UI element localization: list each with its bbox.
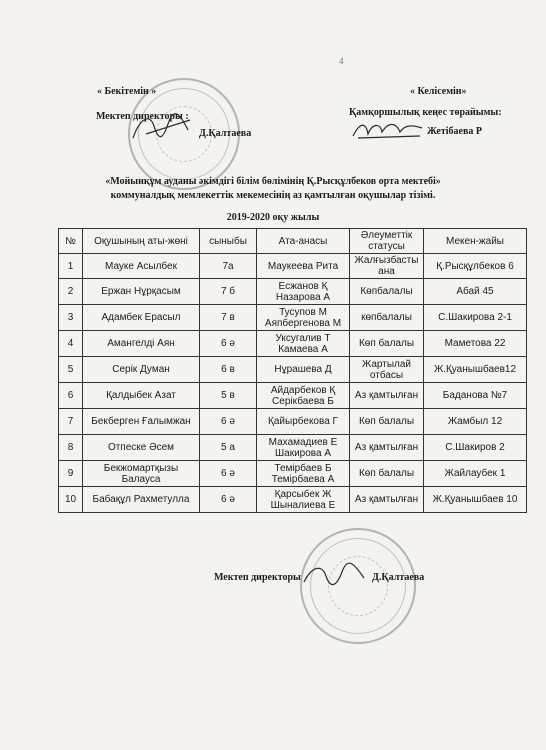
- cell-parents: Қарсыбек Ж Шыналиева Е: [257, 487, 350, 513]
- col-header-parents: Ата-анасы: [257, 229, 350, 254]
- cell-parents: Есжанов Қ Назарова А: [257, 279, 350, 305]
- cell-status: Көп балалы: [350, 409, 424, 435]
- cell-address: Жамбыл 12: [424, 409, 527, 435]
- cell-number: 6: [59, 383, 83, 409]
- cell-name: Қалдыбек Азат: [83, 383, 200, 409]
- director-title-top: Мектеп директоры :: [96, 111, 189, 122]
- cell-number: 2: [59, 279, 83, 305]
- cell-parents: Тусупов М Аяпбергенова М: [257, 305, 350, 331]
- cell-parents: Нұрашева Д: [257, 357, 350, 383]
- cell-status: Аз қамтылған: [350, 487, 424, 513]
- cell-grade: 5 в: [200, 383, 257, 409]
- cell-number: 7: [59, 409, 83, 435]
- cell-number: 8: [59, 435, 83, 461]
- cell-address: С.Шакирова 2-1: [424, 305, 527, 331]
- cell-status: Аз қамтылған: [350, 383, 424, 409]
- cell-name: Амангелді Аян: [83, 331, 200, 357]
- cell-address: Ж.Қуанышбаев12: [424, 357, 527, 383]
- cell-parents: Уксугалив Т Камаева А: [257, 331, 350, 357]
- cell-name: Бекберген Ғалымжан: [83, 409, 200, 435]
- cell-number: 5: [59, 357, 83, 383]
- cell-number: 4: [59, 331, 83, 357]
- agree-label: « Келісемін»: [410, 86, 467, 97]
- cell-status: Көпбалалы: [350, 279, 424, 305]
- table-row: [59, 487, 527, 513]
- cell-name: Ержан Нұрқасым: [83, 279, 200, 305]
- table-row: [59, 331, 527, 357]
- table-row: [59, 383, 527, 409]
- cell-status: көпбалалы: [350, 305, 424, 331]
- cell-status: Жартылай отбасы: [350, 357, 424, 383]
- cell-grade: 6 ә: [200, 487, 257, 513]
- cell-name: Мауке Асылбек: [83, 254, 200, 279]
- table-row: [59, 279, 527, 305]
- cell-parents: Айдарбеков Қ Серікбаева Б: [257, 383, 350, 409]
- cell-address: Абай 45: [424, 279, 527, 305]
- col-header-status: Әлеуметтік статусы: [350, 229, 424, 254]
- col-header-number: №: [59, 229, 83, 254]
- cell-grade: 7 в: [200, 305, 257, 331]
- cell-address: Ж.Қуанышбаев 10: [424, 487, 527, 513]
- footer-director-title: Мектеп директоры: [214, 572, 301, 583]
- cell-address: Баданова №7: [424, 383, 527, 409]
- footer-director-signature: [300, 560, 370, 590]
- council-name: Жетібаева Р: [427, 126, 482, 137]
- cell-name: Бабақұл Рахметулла: [83, 487, 200, 513]
- cell-status: Аз қамтылған: [350, 435, 424, 461]
- cell-address: Маметова 22: [424, 331, 527, 357]
- cell-address: С.Шакиров 2: [424, 435, 527, 461]
- cell-status: Көп балалы: [350, 461, 424, 487]
- cell-name: Адамбек Ерасыл: [83, 305, 200, 331]
- cell-number: 3: [59, 305, 83, 331]
- table-row: [59, 357, 527, 383]
- document-title-line2: коммуналдық мемлекеттік мекемесінің аз қамтылған оқушылар тізімі.: [110, 190, 436, 201]
- cell-parents: Маукеева Рита: [257, 254, 350, 279]
- cell-grade: 6 ә: [200, 461, 257, 487]
- table-row: [59, 461, 527, 487]
- cell-number: 1: [59, 254, 83, 279]
- approve-label: « Бекітемін »: [97, 86, 157, 97]
- cell-grade: 7а: [200, 254, 257, 279]
- cell-parents: Махамадиев Е Шакирова А: [257, 435, 350, 461]
- cell-grade: 5 а: [200, 435, 257, 461]
- document-title-line1: «Мойынқұм ауданы әкімдігі білім бөлімінің Қ.Рысқұлбеков орта мектебі»: [105, 176, 441, 187]
- cell-status: Көп балалы: [350, 331, 424, 357]
- table-row: [59, 305, 527, 331]
- cell-name: Серік Думан: [83, 357, 200, 383]
- cell-parents: Қайырбекова Г: [257, 409, 350, 435]
- cell-number: 9: [59, 461, 83, 487]
- cell-parents: Темірбаев Б Темірбаева А: [257, 461, 350, 487]
- cell-address: Қ.Рысқұлбеков 6: [424, 254, 527, 279]
- cell-name: Бекжомартқызы Балауса: [83, 461, 200, 487]
- footer-director-name: Д.Қалтаева: [372, 572, 425, 583]
- council-signature: [350, 118, 426, 142]
- col-header-grade: сыныбы: [200, 229, 257, 254]
- table-row: [59, 409, 527, 435]
- council-title: Қамқоршылық кеңес төрайымы:: [349, 107, 502, 118]
- cell-grade: 7 б: [200, 279, 257, 305]
- table-row: [59, 254, 527, 279]
- cell-grade: 6 в: [200, 357, 257, 383]
- col-header-address: Мекен-жайы: [424, 229, 527, 254]
- cell-name: Отпеске Әсем: [83, 435, 200, 461]
- school-year: 2019-2020 оқу жылы: [226, 212, 320, 223]
- cell-grade: 6 ә: [200, 331, 257, 357]
- table-row: [59, 435, 527, 461]
- cell-grade: 6 ә: [200, 409, 257, 435]
- cell-status: Жалғызбасты ана: [350, 254, 424, 279]
- director-name-top: Д.Қалтаева: [199, 128, 252, 139]
- cell-address: Жайлаубек 1: [424, 461, 527, 487]
- cell-number: 10: [59, 487, 83, 513]
- col-header-name: Оқушының аты-жөні: [83, 229, 200, 254]
- corner-mark: 4: [339, 56, 344, 66]
- students-table: [58, 228, 527, 513]
- director-signature: [128, 108, 198, 150]
- table-header-row: [59, 229, 527, 254]
